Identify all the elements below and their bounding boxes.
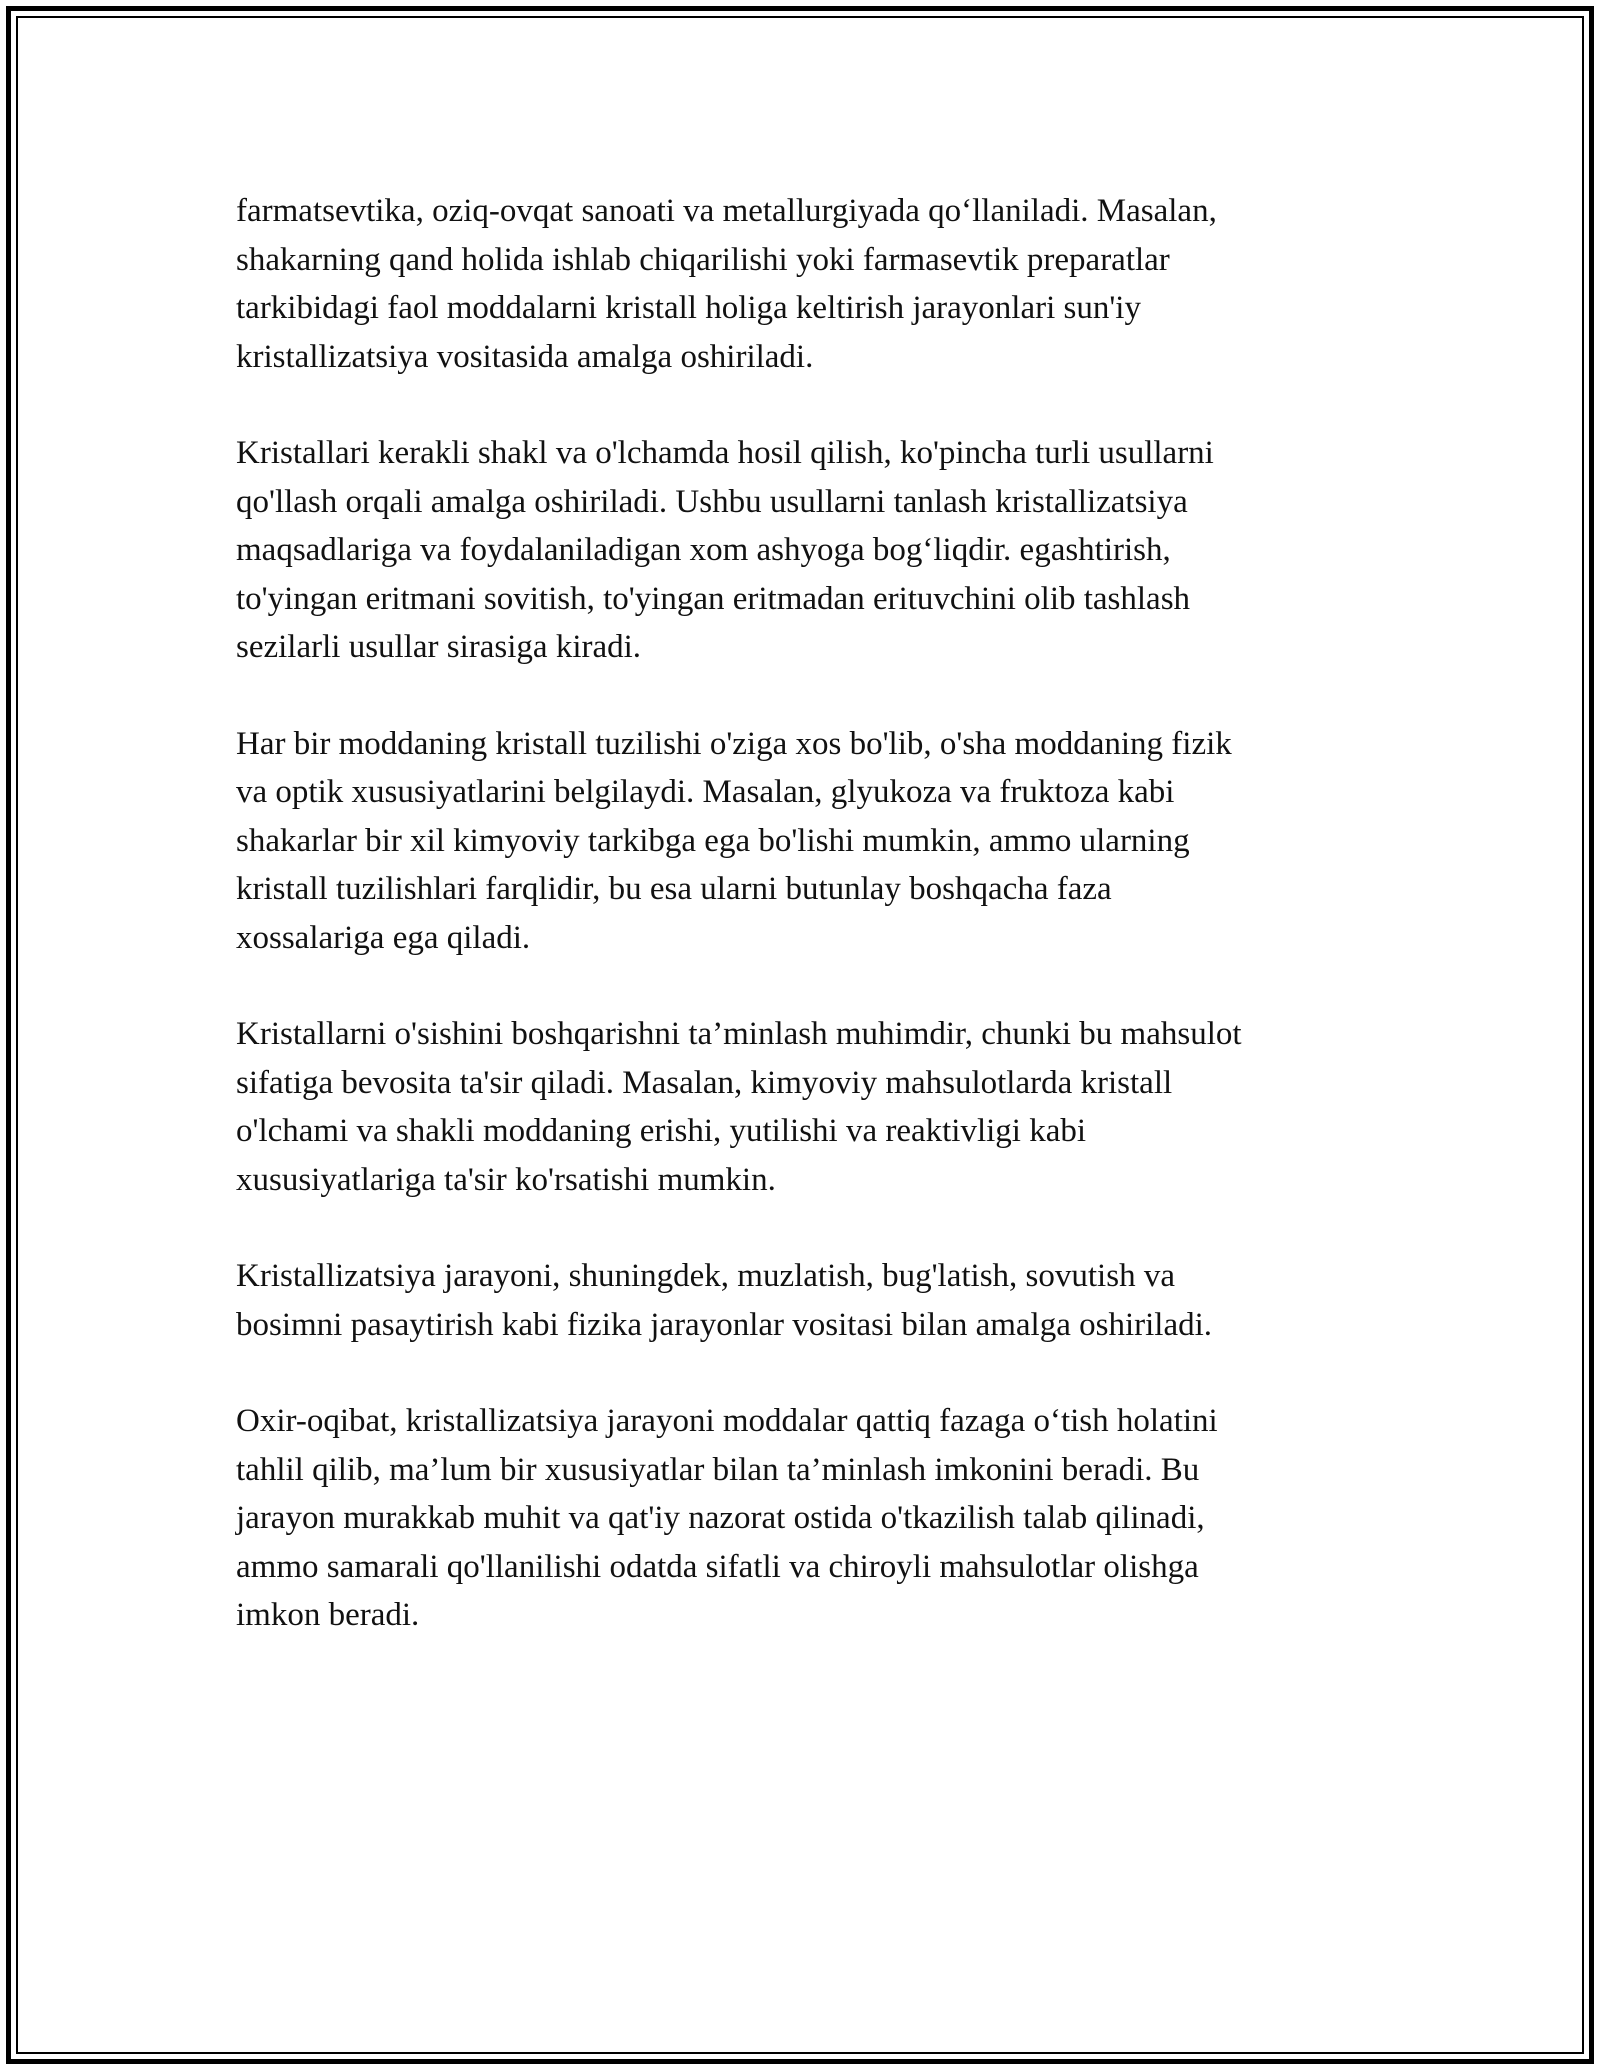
paragraph-2: Kristallari kerakli shakl va o'lchamda hosil qilish, ko'pincha turli usullarni qo'llash orqali amalga oshiriladi. Ushbu usullarni tanlash kristallizatsiya maqsadlariga va foydalaniladigan xom ashyoga bog‘liqdir. egashtirish, to'yingan eritmani sovitish, to'yingan eritmadan erituvchini olib tashlash sezilarli usullar sirasiga kiradi. <box>236 435 1214 665</box>
paragraph-1: farmatsevtika, oziq-ovqat sanoati va metallurgiyada qo‘llaniladi. Masalan, shakarning qand holida ishlab chiqarilishi yoki farmasevtik preparatlar tarkibidagi faol moddalarni kristall holiga keltirish jarayonlari sun'iy kristallizatsiya vositasida amalga oshiriladi. <box>236 193 1217 375</box>
paragraph-5: Kristallizatsiya jarayoni, shuningdek, muzlatish, bug'latish, sovutish va bosimni pasaytirish kabi fizika jarayonlar vositasi bilan amalga oshiriladi. <box>236 1258 1213 1343</box>
paragraph-6: Oxir-oqibat, kristallizatsiya jarayoni moddalar qattiq fazaga o‘tish holatini tahlil qilib, ma’lum bir xususiyatlar bilan ta’minlash imkonini beradi. Bu jarayon murakkab muhit va qat'iy nazorat ostida o'tkazilish talab qilinadi, ammo samarali qo'llanilishi odatda sifatli va chiroyli mahsulotlar olishga imkon beradi. <box>236 1403 1218 1633</box>
document-body <box>236 187 1376 1688</box>
paragraph-3: Har bir moddaning kristall tuzilishi o'ziga xos bo'lib, o'sha moddaning fizik va optik xususiyatlarini belgilaydi. Masalan, glyukoza va fruktoza kabi shakarlar bir xil kimyoviy tarkibga ega bo'lishi mumkin, ammo ularning kristall tuzilishlari farqlidir, bu esa ularni butunlay boshqacha faza xossalariga ega qiladi. <box>236 725 1232 956</box>
paragraph-4: Kristallarni o'sishini boshqarishni ta’minlash muhimdir, chunki bu mahsulot sifatiga bevosita ta'sir qiladi. Masalan, kimyoviy mahsulotlarda kristall o'lchami va shakli moddaning erishi, yutilishi va reaktivligi kabi xususiyatlariga ta'sir ko'rsatishi mumkin. <box>236 1016 1242 1198</box>
